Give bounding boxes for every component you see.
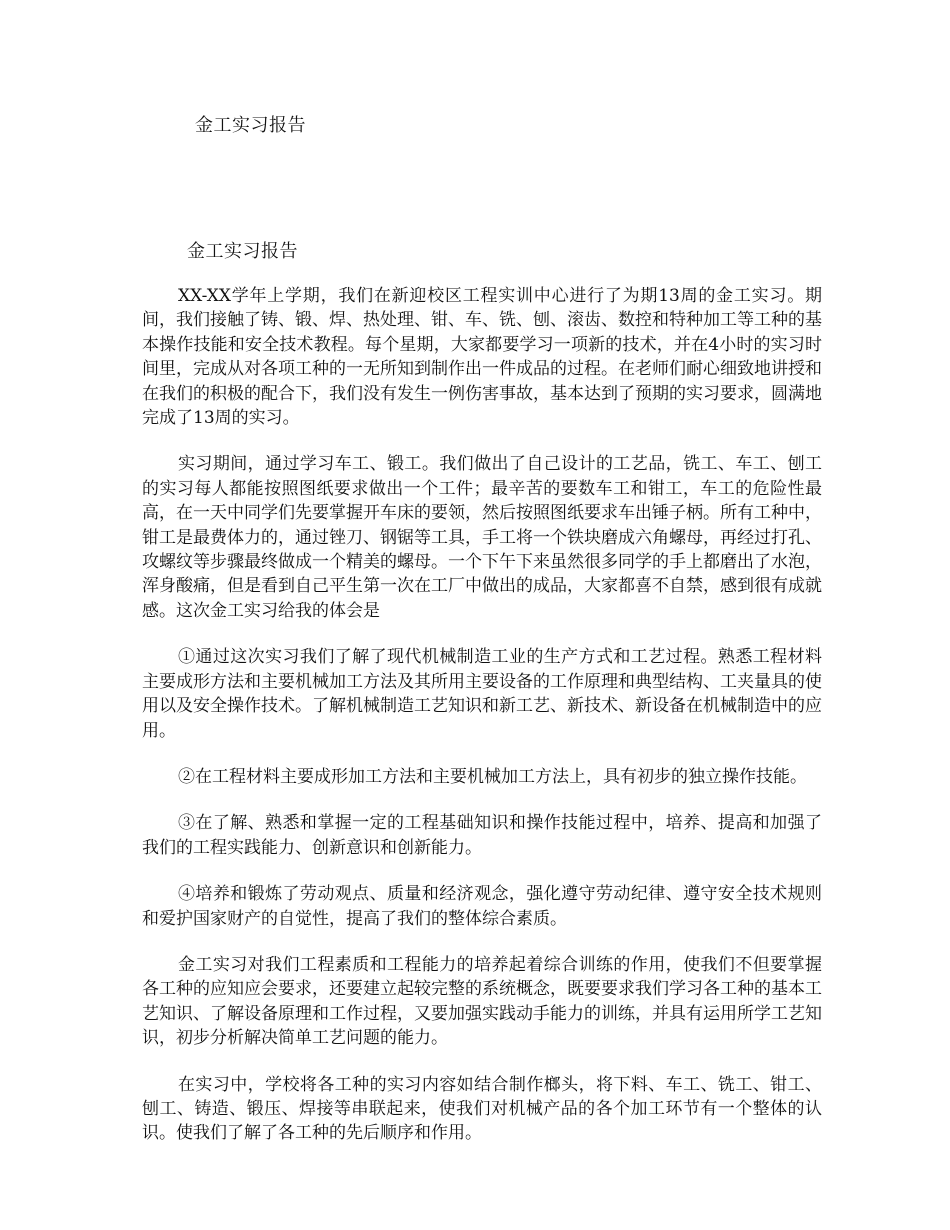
paragraph-point-2: ②在工程材料主要成形加工方法和主要机械加工方法上，具有初步的独立操作技能。 [178,766,807,787]
paragraph-intro: XX-XX学年上学期，我们在新迎校区工程实训中心进行了为期13周的金工实习。期间，我们接触了铸、锻、焊、热处理、钳、车、铣、刨、滚齿、数控和特种加工等工种的基本操作技能和安全技术教程。每个星期，大家都要学习一项新的技术，并在4小时的实习时间里，完成从对各项工种的一无所知到制作出一件成品的过程。在老师们耐心细致地讲授和在我们的积极的配合下，我们没有发生一例伤害事故，基本达到了预期的实习要求，圆满地完成了13周的实习。 [142,286,822,429]
paragraph-point-1: ①通过这次实习我们了解了现代机械制造工业的生产方式和工艺过程。熟悉工程材料主要成形方法和主要机械加工方法及其所用主要设备的工作原理和典型结构、工夹量具的使用以及安全操作技术。了解机械制造工艺知识和新工艺、新技术、新设备在机械制造中的应用。 [142,647,822,741]
paragraph-training-effect: 金工实习对我们工程素质和工程能力的培养起着综合训练的作用，使我们不但要掌握各工种的应知应会要求，还要建立起较完整的系统概念，既要要求我们学习各工种的基本工艺知识、了解设备原理和工作过程，又要加强实践动手能力的训练，并具有运用所学工艺知识，初步分析解决简单工艺问题的能力。 [142,954,822,1049]
document-subtitle: 金工实习报告 [187,241,298,262]
paragraph-practice-content: 在实习中，学校将各工种的实习内容如结合制作榔头，将下料、车工、铣工、钳工、刨工、铸造、锻压、焊接等串联起来，使我们对机械产品的各个加工环节有一个整体的认识。使我们了解了各工种的先后顺序和作用。 [142,1074,822,1144]
paragraph-point-3: ③在了解、熟悉和掌握一定的工程基础知识和操作技能过程中，培养、提高和加强了我们的工程实践能力、创新意识和创新能力。 [142,813,822,858]
document-body [142,284,822,1168]
paragraph-point-4: ④培养和锻炼了劳动观点、质量和经济观念，强化遵守劳动纪律、遵守安全技术规则和爱护国家财产的自觉性，提高了我们的整体综合素质。 [142,884,822,929]
document-title: 金工实习报告 [195,115,306,136]
paragraph-training-period: 实习期间，通过学习车工、锻工。我们做出了自己设计的工艺品，铣工、车工、刨工的实习每人都能按照图纸要求做出一个工件；最辛苦的要数车工和钳工，车工的危险性最高，在一天中同学们先要掌握开车床的要领，然后按照图纸要求车出锤子柄。所有工种中，钳工是最费体力的，通过锉刀、钢锯等工具，手工将一个铁块磨成六角螺母，再经过打孔、攻螺纹等步骤最终做成一个精美的螺母。一个下午下来虽然很多同学的手上都磨出了水泡，浑身酸痛，但是看到自己平生第一次在工厂中做出的成品，大家都喜不自禁，感到很有成就感。这次金工实习给我的体会是 [142,454,822,621]
